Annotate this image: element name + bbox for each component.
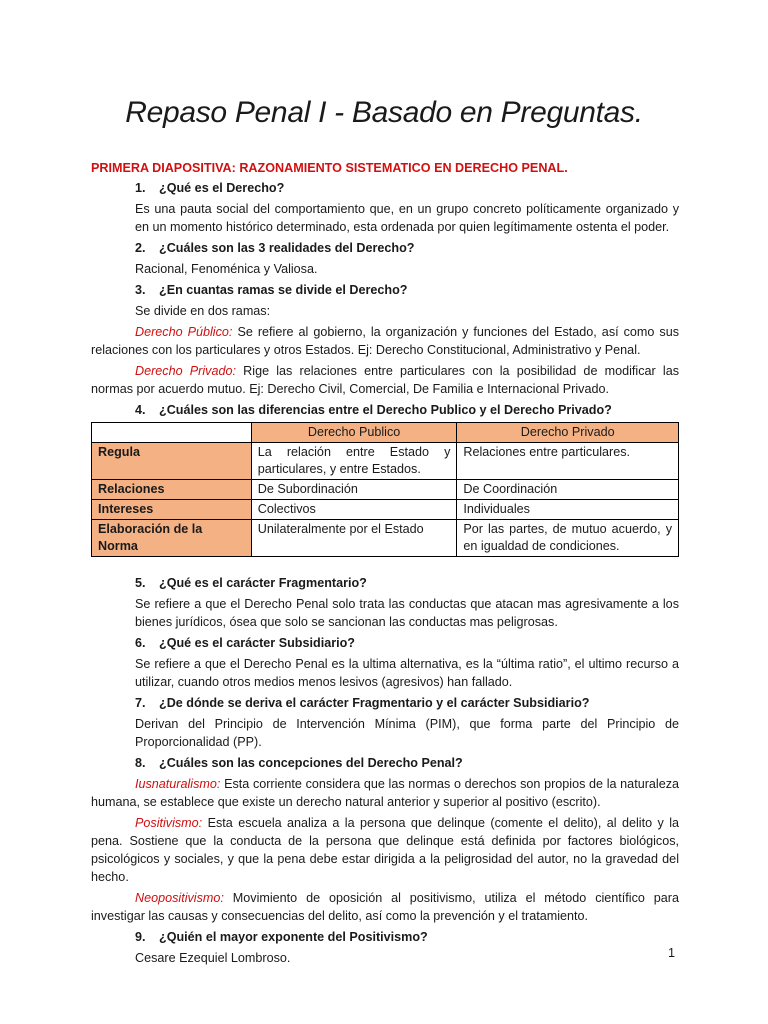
question-text: ¿Cuáles son las 3 realidades del Derecho? (159, 241, 415, 255)
question-7 (91, 694, 679, 712)
question-2 (91, 239, 679, 257)
row-header: Relaciones (92, 480, 252, 500)
question-text: ¿De dónde se deriva el carácter Fragmentario y el carácter Subsidiario? (159, 696, 590, 710)
term-derecho-publico: Derecho Público: (135, 325, 233, 339)
definition-iusnaturalismo: Esta corriente considera que las normas o derechos son propios de la naturaleza humana, se establece que existe un derecho natural anterior y superior al positivo (escrito). (91, 777, 679, 809)
cell-privado: Relaciones entre particulares. (457, 443, 679, 480)
question-text: ¿Quién el mayor exponente del Positivismo? (159, 930, 428, 944)
definition-positivismo: Esta escuela analiza a la persona que delinque (comente el delito), al delito y la pena. Sostiene que la conducta de la persona que delinque está definida por factores biológicos, psicológicos y sociales, y que la pena debe estar dirigida a la peligrosidad del autor, no la gravedad del hecho. (91, 816, 679, 884)
table-row (92, 520, 679, 557)
table-row (92, 500, 679, 520)
comparison-table (91, 422, 679, 557)
definition-derecho-publico: Se refiere al gobierno, la organización y funciones del Estado, así como sus relaciones con los particulares y otros Estados. Ej: Derecho Constitucional, Administrativo y Penal. (91, 325, 680, 357)
answer-6: Se refiere a que el Derecho Penal es la ultima alternativa, es la “última ratio”, el ultimo recurso a utilizar, cuando otros medios menos lesivos (agresivos) han fallado. (135, 657, 679, 689)
answer-1: Es una pauta social del comportamiento que, en un grupo concreto políticamente organizado y en un momento histórico determinado, esta ordenada por quien legítimamente ostenta el poder. (135, 202, 679, 234)
cell-publico: Unilateralmente por el Estado (251, 520, 457, 557)
question-4 (91, 401, 679, 419)
answer-3-intro: Se divide en dos ramas: (135, 304, 271, 318)
question-number: 7. (135, 696, 146, 710)
definition-derecho-privado: Rige las relaciones entre particulares con la posibilidad de modificar las normas por acuerdo mutuo. Ej: Derecho Civil, Comercial, De Familia e Internacional Privado. (91, 364, 679, 396)
document-body (91, 159, 679, 970)
table-row (92, 443, 679, 480)
answer-8-iusnaturalismo (91, 775, 679, 811)
question-number: 8. (135, 756, 146, 770)
question-8 (91, 754, 679, 772)
answer-9: Cesare Ezequiel Lombroso. (135, 951, 291, 965)
answer-3-privado (91, 362, 679, 398)
question-5 (91, 574, 679, 592)
cell-publico: La relación entre Estado y particulares, y entre Estados. (251, 443, 457, 480)
answer-8-neopositivismo (91, 889, 679, 925)
cell-publico: De Subordinación (251, 480, 457, 500)
cell-privado: De Coordinación (457, 480, 679, 500)
question-9 (91, 928, 679, 946)
question-text: ¿Qué es el carácter Fragmentario? (159, 576, 367, 590)
question-number: 2. (135, 241, 146, 255)
question-3 (91, 281, 679, 299)
answer-7: Derivan del Principio de Intervención Mínima (PIM), que forma parte del Principio de Proporcionalidad (PP). (135, 717, 679, 749)
question-text: ¿Cuáles son las diferencias entre el Derecho Publico y el Derecho Privado? (159, 403, 612, 417)
term-derecho-privado: Derecho Privado: (135, 364, 236, 378)
table-header-row (92, 423, 679, 443)
document-title: Repaso Penal I - Basado en Preguntas. (125, 96, 643, 129)
question-text: ¿Qué es el carácter Subsidiario? (159, 636, 355, 650)
column-header-privado: Derecho Privado (457, 423, 679, 443)
answer-5: Se refiere a que el Derecho Penal solo trata las conductas que atacan mas agresivamente a los bienes jurídicos, ósea que solo se sancionan las conductas mas peligrosas. (135, 597, 679, 629)
question-number: 9. (135, 930, 146, 944)
question-number: 4. (135, 403, 146, 417)
column-header-publico: Derecho Publico (251, 423, 457, 443)
table-row (92, 480, 679, 500)
row-header: Elaboración de la Norma (92, 520, 252, 557)
question-text: ¿Cuáles son las concepciones del Derecho Penal? (159, 756, 463, 770)
cell-privado: Individuales (457, 500, 679, 520)
term-iusnaturalismo: Iusnaturalismo: (135, 777, 221, 791)
row-header: Intereses (92, 500, 252, 520)
question-1 (91, 179, 679, 197)
answer-8-positivismo (91, 814, 679, 886)
page-number: 1 (668, 946, 676, 960)
table-corner-cell (92, 423, 252, 443)
question-number: 6. (135, 636, 146, 650)
cell-publico: Colectivos (251, 500, 457, 520)
cell-privado: Por las partes, de mutuo acuerdo, y en igualdad de condiciones. (457, 520, 679, 557)
term-positivismo: Positivismo: (135, 816, 203, 830)
answer-3-publico (91, 323, 679, 359)
question-number: 1. (135, 181, 146, 195)
question-6 (91, 634, 679, 652)
section-heading: PRIMERA DIAPOSITIVA: RAZONAMIENTO SISTEMATICO EN DERECHO PENAL. (91, 161, 568, 175)
row-header: Regula (92, 443, 252, 480)
question-text: ¿En cuantas ramas se divide el Derecho? (159, 283, 408, 297)
question-number: 5. (135, 576, 146, 590)
term-neopositivismo: Neopositivismo: (135, 891, 224, 905)
question-text: ¿Qué es el Derecho? (159, 181, 285, 195)
answer-2: Racional, Fenoménica y Valiosa. (135, 262, 318, 276)
definition-neopositivismo: Movimiento de oposición al positivismo, utiliza el método científico para investigar las causas y consecuencias del delito, así como la prevención y el tratamiento. (91, 891, 679, 923)
question-number: 3. (135, 283, 146, 297)
